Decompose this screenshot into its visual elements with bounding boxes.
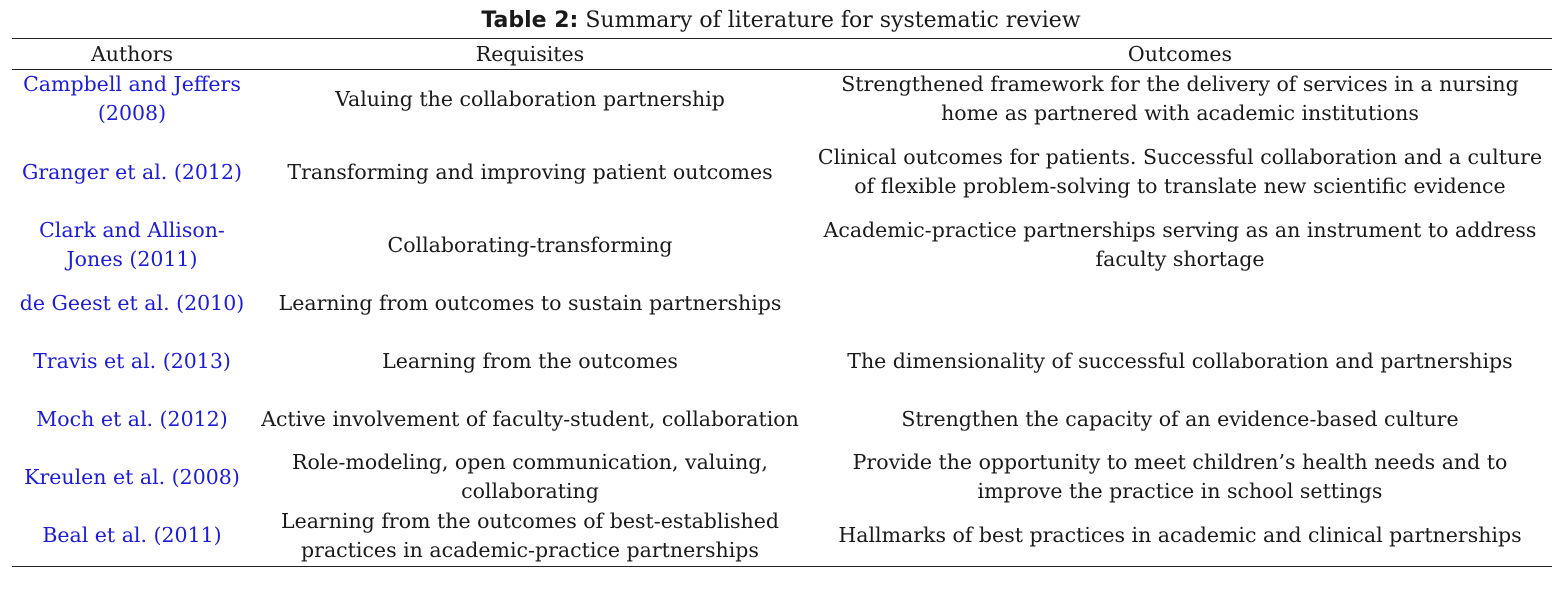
author-link[interactable]: Clark and Allison-Jones (2011) <box>39 218 225 271</box>
author-link[interactable]: Beal et al. (2011) <box>42 523 222 548</box>
requisite-cell: Valuing the collaboration partnership <box>335 86 725 111</box>
column-header-requisites: Requisites <box>252 39 808 70</box>
table-caption-label: Table 2: <box>481 8 579 33</box>
requisite-cell: Collaborating-transforming <box>387 232 673 257</box>
outcome-cell: Provide the opportunity to meet children’s health needs and to improve the practice in school settings <box>852 450 1508 503</box>
literature-table <box>12 38 1552 567</box>
table-row <box>12 448 1552 506</box>
outcome-cell: Clinical outcomes for patients. Successful collaboration and a culture of flexible problem-solving to translate new scientific evidence <box>817 145 1543 198</box>
author-link[interactable]: Travis et al. (2013) <box>33 348 231 373</box>
column-header-outcomes: Outcomes <box>808 39 1552 70</box>
requisite-cell: Role-modeling, open communication, valuing, collaborating <box>292 450 768 503</box>
author-link[interactable]: Kreulen et al. (2008) <box>24 464 240 489</box>
requisite-cell: Active involvement of faculty-student, collaboration <box>261 406 799 431</box>
outcome-cell: Academic-practice partnerships serving as an instrument to address faculty shortage <box>823 218 1537 271</box>
table-row <box>12 216 1552 274</box>
outcome-cell: Strengthen the capacity of an evidence-based culture <box>901 406 1459 431</box>
author-link[interactable]: Campbell and Jeffers (2008) <box>23 72 241 125</box>
column-header-authors: Authors <box>12 39 252 70</box>
table-row <box>12 274 1552 332</box>
table-caption <box>0 6 1562 36</box>
outcome-cell: Hallmarks of best practices in academic and clinical partnerships <box>838 523 1522 548</box>
requisite-cell: Learning from outcomes to sustain partnerships <box>278 290 782 315</box>
outcome-cell: The dimensionality of successful collaboration and partnerships <box>847 348 1513 373</box>
table-row <box>12 70 1552 129</box>
author-link[interactable]: Granger et al. (2012) <box>21 159 243 184</box>
author-link[interactable]: Moch et al. (2012) <box>36 406 228 431</box>
requisite-cell: Transforming and improving patient outcomes <box>287 159 773 184</box>
table-row <box>12 128 1552 216</box>
table-caption-text: Summary of literature for systematic review <box>578 8 1081 33</box>
author-link[interactable]: de Geest et al. (2010) <box>19 290 245 315</box>
outcome-cell: Strengthened framework for the delivery of services in a nursing home as partnered with academic institutions <box>841 72 1519 125</box>
outcome-cell <box>808 274 1552 332</box>
table-header-row <box>12 39 1552 70</box>
requisite-cell: Learning from the outcomes of best-established practices in academic-practice partnerships <box>280 508 780 562</box>
table-row <box>12 332 1552 390</box>
requisite-cell: Learning from the outcomes <box>382 348 678 373</box>
table-row <box>12 506 1552 566</box>
table-row <box>12 390 1552 448</box>
